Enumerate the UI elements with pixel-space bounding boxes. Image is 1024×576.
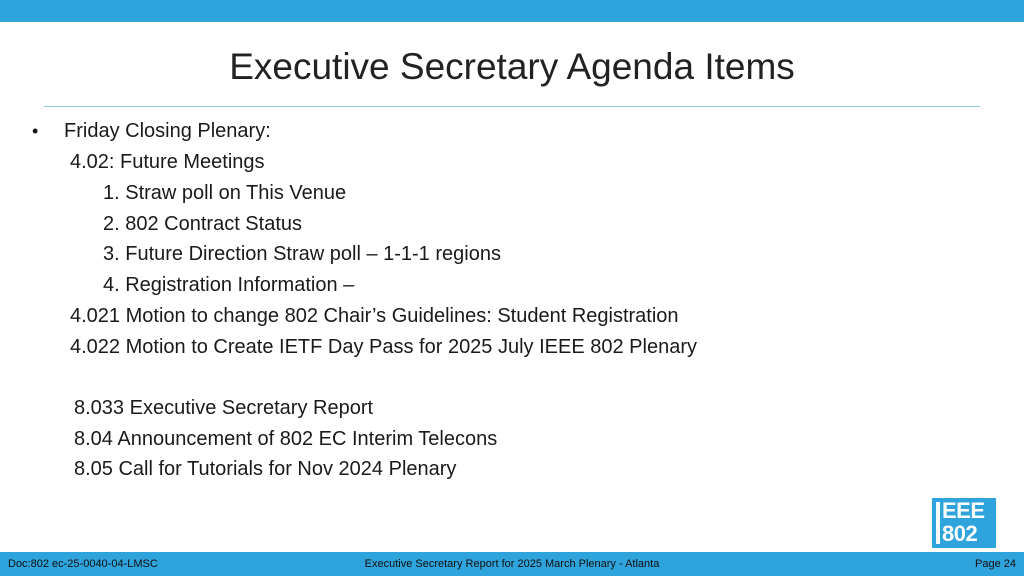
agenda-subitem: 2. 802 Contract Status: [103, 213, 303, 235]
agenda-heading: Friday Closing Plenary:: [64, 120, 271, 142]
footer-doc-id: Doc:802 ec-25-0040-04-LMSC: [8, 558, 158, 570]
agenda-item: 8.033 Executive Secretary Report: [74, 397, 374, 419]
logo-bar-icon: [936, 502, 940, 544]
agenda-item: 4.022 Motion to Create IETF Day Pass for 2025 July IEEE 802 Plenary: [70, 336, 697, 358]
slide-title: Executive Secretary Agenda Items: [229, 46, 795, 87]
footer-bar: [0, 552, 1024, 576]
agenda-item: 8.05 Call for Tutorials for Nov 2024 Plenary: [74, 458, 457, 480]
ieee-802-logo: [932, 498, 996, 548]
agenda-item: 4.02: Future Meetings: [70, 151, 265, 173]
bullet-icon: •: [32, 121, 39, 141]
logo-line1: EEE: [942, 498, 985, 523]
agenda-subitem: 1. Straw poll on This Venue: [103, 182, 347, 204]
agenda-item: 8.04 Announcement of 802 EC Interim Telecons: [74, 428, 498, 450]
agenda-subitem: 3. Future Direction Straw poll – 1-1-1 regions: [103, 243, 501, 265]
agenda-item: 4.021 Motion to change 802 Chair’s Guidelines: Student Registration: [70, 305, 679, 327]
footer-page-number: Page 24: [975, 558, 1016, 570]
agenda-subitem: 4. Registration Information –: [103, 274, 355, 296]
logo-line2: 802: [942, 521, 978, 546]
footer-title: Executive Secretary Report for 2025 March Plenary - Atlanta: [364, 558, 660, 570]
